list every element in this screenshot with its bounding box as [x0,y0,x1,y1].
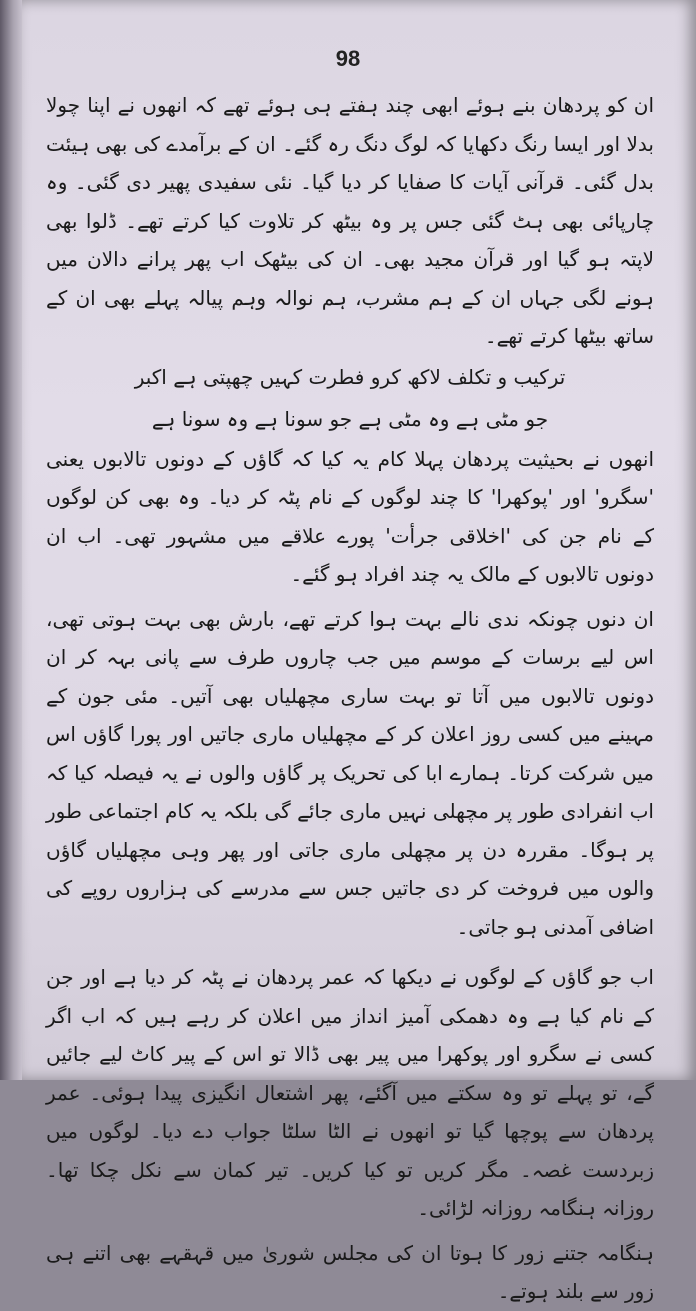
paragraph: ہنگامہ جتنے زور کا ہوتا ان کی مجلس شوریٰ میں قہقہے بھی اتنے ہی زور سے بلند ہوتے۔ [46,1240,654,1303]
paragraph: ان دنوں چونکہ ندی نالے بہت ہوا کرتے تھے، بارش بھی بہت ہوتی تھی، اس لیے برسات کے موسم میں جب چاروں طرف سے پانی بہہ کر ان دونوں تالابوں میں آتا تو بہت ساری مچھلیاں بھی آتیں۔ مئی جون کے مہینے میں کسی روز اعلان کر کے مچھلیاں ماری جاتیں اور پورا گاؤں اس میں شرکت کرتا۔ ہمارے ابا کی تحریک پر گاؤں والوں نے یہ فیصلہ کیا کہ اب انفرادی طور پر مچھلی نہیں ماری جائے گی بلکہ یہ کام اجتماعی طور پر ہوگا۔ مقررہ دن پر مچھلی ماری جاتی اور پھر وہی مچھلیاں گاؤں والوں میں فروخت کر دی جاتیں جس سے مدرسے کی ہزاروں روپے کی اضافی آمدنی ہو جاتی۔ [46,606,654,939]
page-number: 98 [335,46,361,71]
page-body [46,86,654,1311]
book-spine-shadow [0,0,22,1080]
paragraph: اب جو گاؤں کے لوگوں نے دیکھا کہ عمر پردھان نے پٹہ کر دیا ہے اور جن کے نام کیا ہے وہ دھمکی آمیز انداز میں اعلان کر رہے ہیں کہ اب اگر کسی نے سگرو اور پوکھرا میں پیر بھی ڈالا تو اس کے پیر کاٹ لیے جائیں گے، تو پہلے تو وہ سکتے میں آگئے، پھر اشتعال انگیزی پیدا ہوئی۔ عمر پردھان سے پوچھا گیا تو انھوں نے الٹا سلٹا جواب دے دیا۔ لوگوں میں زبردست غصہ۔ مگر کریں تو کیا کریں۔ تیر کمان سے نکل چکا تھا۔ روزانہ ہنگامہ روزانہ لڑائی۔ [46,965,654,1220]
verse-line: ترکیب و تکلف لاکھ کرو فطرت کہیں چھپتی ہے اکبر [134,364,566,389]
paragraph: ان کو پردھان بنے ہوئے ابھی چند ہفتے ہی ہوئے تھے کہ انھوں نے اپنا چولا بدلا اور ایسا رنگ دکھایا کہ لوگ دنگ رہ گئے۔ ان کے برآمدے کی بھی ہیئت بدل گئی۔ قرآنی آیات کا صفایا کر دیا گیا۔ نئی سفیدی پھیر دی گئی۔ وہ چارپائی بھی ہٹ گئی جس پر وہ بیٹھ کر تلاوت کیا کرتے تھے۔ ڈلوا بھی لاپتہ ہو گیا اور قرآن مجید بھی۔ ان کی بیٹھک اب پھر پرانے دالان میں ہونے لگی جہاں ان کے ہم مشرب، ہم نوالہ وہم پیالہ پہلے بھی ان کے ساتھ بیٹھا کرتے تھے۔ [46,93,654,348]
verse-line: جو مٹی ہے وہ مٹی ہے جو سونا ہے وہ سونا ہے [151,406,549,431]
paragraph: انھوں نے بحیثیت پردھان پہلا کام یہ کیا کہ گاؤں کے دونوں تالابوں یعنی 'سگرو' اور 'پوکھرا' کا چند لوگوں کے نام پٹہ کر دیا۔ وہ بھی کن لوگوں کے نام جن کی 'اخلاقی جرأت' پورے علاقے میں مشہور تھی۔ اب ان دونوں تالابوں کے مالک یہ چند افراد ہو گئے۔ [46,446,654,586]
